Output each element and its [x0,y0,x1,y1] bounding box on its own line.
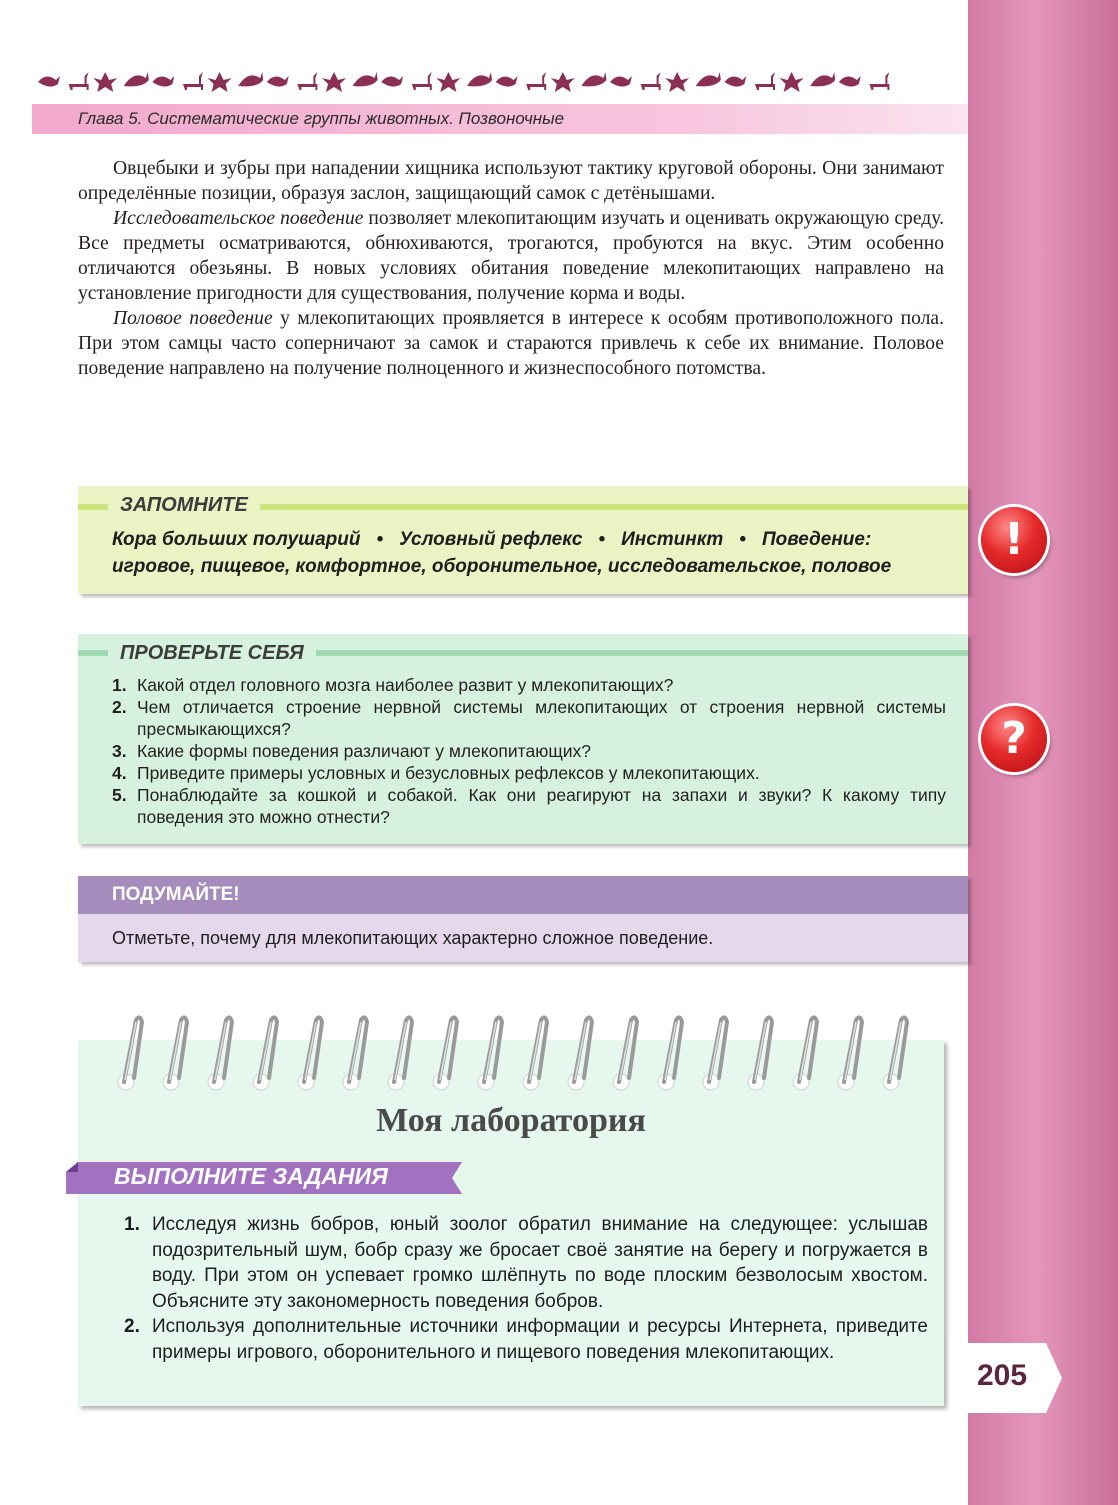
remember-stripe [78,486,968,528]
animal-silhouette-icon [183,72,203,90]
task-item: 1. Исследуя жизнь бобров, юный зоолог обратил внимание на следующее: услышав подозрительный шум, бобр сразу же бросает своё занятие на берегу и погружается в воду. При этом он успевает громко шлёпнуть по воде плоским безволосым хвостом. Объясните эту закономерность поведения бобров. [124,1214,928,1312]
chapter-header [32,104,968,134]
animal-silhouette-icon [267,76,289,87]
animal-silhouette-icon [467,72,492,86]
page-number: 205 [976,1359,1028,1392]
task-item: 2. Используя дополнительные источники информации и ресурсы Интернета, приведите примеры игрового, оборонительного и пищевого поведения млекопитающих. [124,1316,928,1363]
term-conditioned-reflex: Условный рефлекс [399,529,583,550]
animal-silhouette-icon [436,72,460,92]
question-item: 4. Приведите примеры условных и безусловных рефлексов у млекопитающих. [112,763,760,783]
animal-silhouette-icon [69,72,89,90]
notebook-spiral-rings [104,1012,934,1094]
think-header [78,876,968,914]
lab-card [78,1040,944,1406]
spiral-ring-icon [613,1017,637,1090]
spiral-ring-icon [703,1017,727,1090]
exclamation-icon: ! [981,507,1047,573]
term-instinct: Инстинкт [621,529,724,550]
term-cortex: Кора больших полушарий [112,529,361,550]
animal-silhouette-icon [38,76,60,87]
paragraph-3: Половое поведение у млекопитающих проявляется в интересе к особям противоположного пола. При этом самцы часто соперничают за самок и стараются привлечь к себе их внимание. Половое поведение направлено на получение полноценного и жизнеспособного потомства. [78,308,944,379]
animal-silhouette-icon [238,72,263,86]
spiral-ring-icon [523,1017,547,1090]
animal-silhouette-icon [696,72,721,86]
term-exploratory: Исследовательское поведение [113,208,364,229]
animal-silhouette-icon [610,76,632,87]
spiral-ring-icon [568,1017,592,1090]
animal-silhouette-icon [93,72,117,92]
animal-silhouette-icon [152,76,174,87]
animal-silhouette-icon [496,76,518,87]
term-behavior-types: игровое, пищевое, комфортное, оборонительное, исследовательское, половое [112,556,892,577]
lab-title: Моя лаборатория [376,1102,646,1139]
animal-silhouette-icon [755,72,775,90]
animal-silhouette-icon [724,76,746,87]
animal-silhouette-icon [839,76,861,87]
spiral-ring-icon [208,1017,232,1090]
animal-silhouette-icon [665,72,689,92]
spiral-ring-icon [388,1017,412,1090]
animal-silhouette-icon [641,72,661,90]
spiral-ring-icon [748,1017,772,1090]
animal-silhouette-icon [526,72,546,90]
animal-silhouette-icon [353,72,378,86]
remember-terms [112,526,948,580]
remember-box [78,486,968,594]
term-sexual: Половое поведение [113,308,273,329]
remember-heading: ЗАПОМНИТЕ [108,494,260,517]
spiral-ring-icon [163,1017,187,1090]
spiral-ring-icon [478,1017,502,1090]
animal-silhouette-icon [581,72,606,86]
separator-dot: • [598,529,606,550]
question-item: 1. Какой отдел головного мозга наиболее развит у млекопитающих? [112,675,674,695]
spiral-ring-icon [118,1017,142,1090]
animal-silhouettes-strip [32,66,892,96]
spiral-ring-icon [253,1017,277,1090]
spiral-ring-icon [343,1017,367,1090]
question-item: 2. Чем отличается строение нервной системы млекопитающих от строения нервной системы пресмыкающихся? [112,697,946,739]
think-text: Отметьте, почему для млекопитающих характерно сложное поведение. [112,928,714,948]
separator-dot: • [376,529,384,550]
question-item: 3. Какие формы поведения различают у млекопитающих? [112,741,591,761]
chapter-title: Глава 5. Систематические группы животных. Позвоночные [78,109,565,128]
spiral-ring-icon [658,1017,682,1090]
separator-dot: • [739,529,746,550]
think-heading: ПОДУМАЙТЕ! [112,884,240,905]
paragraph-1: Овцебыки и зубры при нападении хищника используют тактику круговой обороны. Они занимают определённые позиции, образуя заслон, защищающий самок с детёнышами. [78,158,944,204]
check-stripe [78,642,968,678]
question-list [112,674,946,828]
spiral-ring-icon [433,1017,457,1090]
body-text [78,156,944,381]
term-behavior: Поведение: [761,529,872,550]
think-box [78,876,968,962]
check-heading: ПРОВЕРЬТЕ СЕБЯ [108,642,316,665]
animal-silhouette-icon [208,72,232,92]
animal-silhouette-icon [810,72,835,86]
animal-silhouette-icon [124,72,149,86]
question-item: 5. Понаблюдайте за кошкой и собакой. Как они реагируют на запахи и звуки? К какому типу поведения это можно отнести? [112,785,946,827]
animal-silhouette-icon [551,72,575,92]
animal-silhouette-icon [297,72,317,90]
animal-silhouette-icon [322,72,346,92]
task-list [124,1212,928,1365]
paragraph-2: Исследовательское поведение позволяет млекопитающим изучать и оценивать окружающую среду. Все предметы осматриваются, обнюхиваются, трогаются, пробуются на вкус. Этим особенно отличаются обезьяны. В новых условиях обитания поведение млекопитающих направлено на установление пригодности для существования, получение корма и воды. [78,208,944,304]
spiral-ring-icon [883,1017,907,1090]
animal-silhouette-icon [780,72,804,92]
spiral-ring-icon [838,1017,862,1090]
spiral-ring-icon [793,1017,817,1090]
spiral-ring-icon [298,1017,322,1090]
question-icon: ? [981,706,1047,772]
tasks-heading: ВЫПОЛНИТЕ ЗАДАНИЯ [114,1163,388,1189]
animal-silhouette-icon [869,72,889,90]
check-yourself-box [78,634,968,844]
animal-silhouette-icon [381,76,403,87]
animal-silhouette-icon [412,72,432,90]
